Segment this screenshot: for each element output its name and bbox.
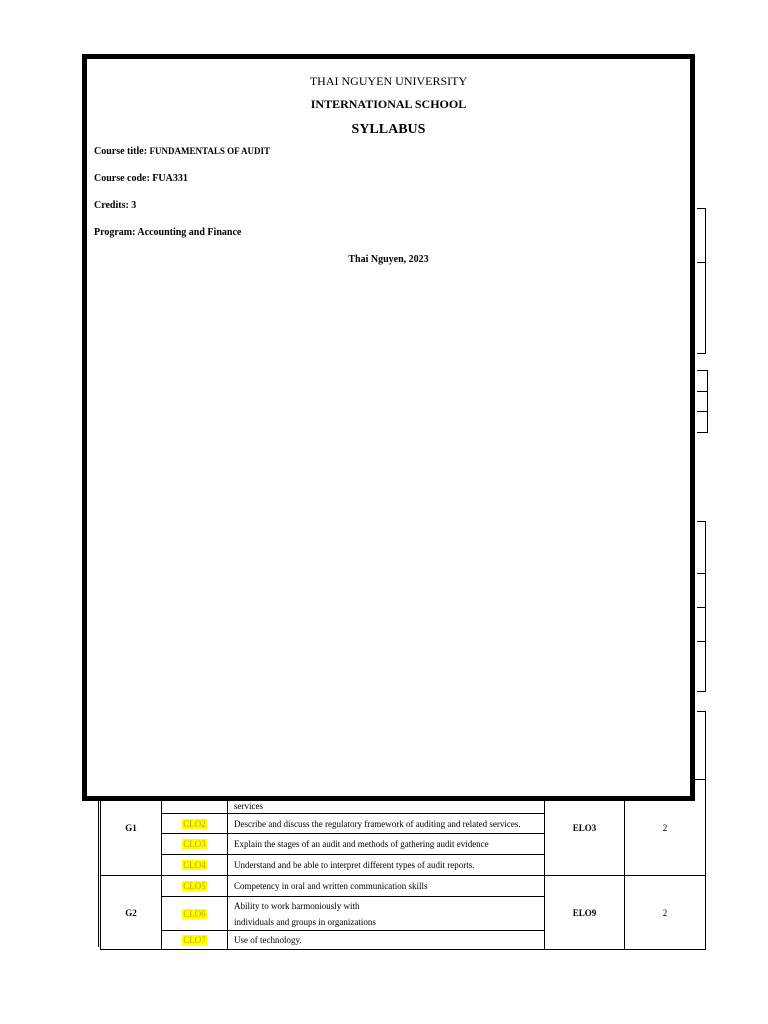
elo-cell-g1: ELO3 — [545, 780, 625, 876]
clo-desc-clo4: Understand and be able to interpret different types of audit reports. — [228, 855, 545, 876]
course-title-label: Course title: — [94, 146, 150, 157]
clo-desc-clo2: Describe and discuss the regulatory framework of auditing and related services. — [228, 814, 545, 834]
clo-code-clo5: CLO5 — [183, 881, 206, 891]
course-code: Course code: FUA331 — [94, 173, 188, 184]
goal-cell-g2: G2 — [101, 876, 162, 950]
credits: Credits: 3 — [94, 200, 137, 211]
level-cell-g1: 2 — [625, 780, 706, 876]
clo-code-clo3: CLO3 — [183, 839, 206, 849]
clo-code-clo7: CLO7 — [183, 935, 206, 945]
clo-code-clo4: CLO4 — [183, 860, 206, 870]
university-name: THAI NGUYEN UNIVERSITY — [309, 74, 468, 88]
course-title — [94, 146, 270, 157]
clo-code-clo6: CLO6 — [183, 908, 206, 919]
level-cell-g2: 2 — [625, 876, 706, 950]
elo-cell-g2: ELO9 — [545, 876, 625, 950]
clo-desc-clo7: Use of technology. — [228, 931, 545, 950]
clo-desc-clo6-line1: Ability to work harmoniously with — [234, 900, 360, 911]
syllabus-cover-page — [82, 54, 695, 801]
clo-table — [100, 779, 706, 950]
school-name: INTERNATIONAL SCHOOL — [310, 97, 467, 111]
clo-desc-clo5: Competency in oral and written communication skills — [228, 876, 545, 897]
clo-desc-clo3: Explain the stages of an audit and methods of gathering audit evidence — [228, 834, 545, 855]
goal-cell-g1: G1 — [101, 780, 162, 876]
clo-code-clo2: CLO2 — [183, 818, 206, 829]
clo-desc-partial: services — [228, 780, 545, 814]
document-title: SYLLABUS — [351, 122, 426, 137]
course-title-value: FUNDAMENTALS OF AUDIT — [149, 146, 271, 156]
clo-desc-clo6-line2: individuals and groups in organizations — [234, 916, 376, 927]
program: Program: Accounting and Finance — [94, 227, 242, 238]
place-date: Thai Nguyen, 2023 — [348, 254, 429, 265]
